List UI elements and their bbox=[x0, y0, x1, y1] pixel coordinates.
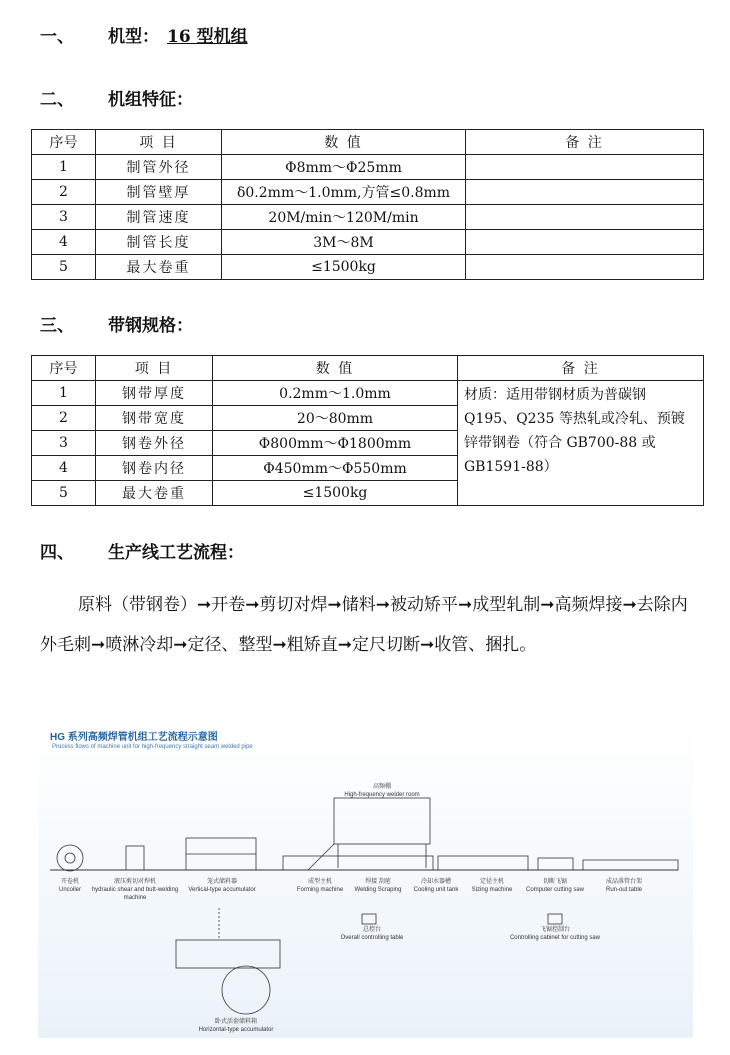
row-value: 0.2mm～1.0mm bbox=[213, 381, 458, 406]
row-item: 制管速度 bbox=[96, 205, 222, 230]
row-value: 20M/min～120M/min bbox=[222, 205, 466, 230]
table-row bbox=[32, 155, 704, 180]
saw-control-box bbox=[548, 914, 562, 924]
unit-features-table bbox=[31, 129, 704, 280]
row-item: 制管外径 bbox=[96, 155, 222, 180]
runout-table-body bbox=[583, 860, 678, 870]
section-1-heading bbox=[40, 22, 248, 47]
row-item: 最大卷重 bbox=[96, 255, 222, 280]
row-value: ≤1500kg bbox=[213, 481, 458, 506]
row-remark bbox=[466, 155, 704, 180]
header-no: 序号 bbox=[32, 130, 96, 155]
row-no: 1 bbox=[32, 381, 96, 406]
section-label: 机组特征： bbox=[108, 90, 193, 110]
row-item: 钢卷外径 bbox=[96, 431, 213, 456]
header-remark: 备 注 bbox=[466, 130, 704, 155]
welder-room-frame bbox=[334, 798, 430, 844]
cutting-saw-body bbox=[538, 858, 573, 870]
row-value: 20～80mm bbox=[213, 406, 458, 431]
row-no: 2 bbox=[32, 180, 96, 205]
shear-welder-body bbox=[126, 846, 144, 870]
sizing-stands bbox=[438, 856, 528, 870]
welder-room-stair bbox=[308, 844, 334, 870]
uncoiler-reel bbox=[57, 845, 83, 871]
row-item: 最大卷重 bbox=[96, 481, 213, 506]
row-value: 3M～8M bbox=[222, 230, 466, 255]
row-no: 4 bbox=[32, 230, 96, 255]
header-item: 项 目 bbox=[96, 130, 222, 155]
diagram-title: HG 系列高频焊管机组工艺流程示意图 bbox=[50, 732, 218, 743]
section-label: 带钢规格： bbox=[108, 316, 193, 336]
row-remark bbox=[466, 255, 704, 280]
forming-stands bbox=[283, 856, 433, 870]
machine-model-value: 16 型机组 bbox=[167, 27, 248, 47]
station-label: 切断飞锯 Computer cutting saw bbox=[525, 879, 585, 893]
section-number: 二、 bbox=[40, 90, 74, 110]
process-flow-paragraph bbox=[40, 585, 700, 665]
row-item: 钢卷内径 bbox=[96, 456, 213, 481]
row-no: 5 bbox=[32, 255, 96, 280]
horizontal-accumulator-label: 卧式活套储料箱 Horizontal-type accumulator bbox=[198, 1019, 274, 1033]
row-no: 3 bbox=[32, 431, 96, 456]
section-2-heading bbox=[40, 85, 193, 110]
header-item: 项 目 bbox=[96, 356, 213, 381]
section-label: 生产线工艺流程： bbox=[108, 543, 244, 563]
section-4-heading bbox=[40, 538, 244, 563]
station-label: 冷却水器槽 Cooling unit tank bbox=[413, 879, 459, 893]
table-row bbox=[32, 255, 704, 280]
row-item: 制管壁厚 bbox=[96, 180, 222, 205]
process-flow-diagram bbox=[38, 718, 693, 1038]
material-remark: 材质：适用带钢材质为普碳钢 Q195、Q235 等热轧或冷轧、预镀锌带钢卷（符合 GB700-88 或 GB1591-88） bbox=[458, 381, 704, 506]
section-number: 三、 bbox=[40, 316, 74, 336]
table-header-row bbox=[32, 130, 704, 155]
row-no: 1 bbox=[32, 155, 96, 180]
station-label: 成品落管台架 Run-out table bbox=[605, 879, 643, 893]
section-3-heading bbox=[40, 311, 193, 336]
header-no: 序号 bbox=[32, 356, 96, 381]
station-label: 开卷机 Uncoiler bbox=[58, 879, 81, 893]
station-label: 定径主机 Sizing machine bbox=[471, 879, 513, 893]
horizontal-accumulator-drum bbox=[222, 966, 270, 1014]
section-number: 四、 bbox=[40, 543, 74, 563]
row-item: 制管长度 bbox=[96, 230, 222, 255]
row-no: 2 bbox=[32, 406, 96, 431]
overall-control-label: 总控台 Overall controlling table bbox=[340, 927, 404, 941]
process-flow-text: 原料（带钢卷）➞开卷➞剪切对焊➞储料➞被动矫平➞成型轧制➞高频焊接➞去除内外毛刺➞喷淋冷却➞定径、整型➞粗矫直➞定尺切断➞收管、捆扎。 bbox=[40, 595, 688, 655]
horizontal-accumulator-frame bbox=[176, 940, 280, 968]
header-remark: 备 注 bbox=[458, 356, 704, 381]
table-row bbox=[32, 381, 704, 406]
section-label: 机型： bbox=[108, 27, 159, 47]
table-row bbox=[32, 230, 704, 255]
steel-strip-spec-table bbox=[31, 355, 704, 506]
table-row bbox=[32, 180, 704, 205]
row-value: Φ800mm～Φ1800mm bbox=[213, 431, 458, 456]
header-value: 数 值 bbox=[213, 356, 458, 381]
station-label: 成型主机 Forming machine bbox=[296, 879, 344, 893]
station-label: 焊接 刮疤 Welding Scraping bbox=[354, 879, 402, 893]
station-label: 笼式储料器 Vertical-type accumulator bbox=[188, 879, 256, 893]
row-remark bbox=[466, 230, 704, 255]
row-no: 4 bbox=[32, 456, 96, 481]
station-label: 液压剪切对焊机 hydraulic shear and butt-welding machine bbox=[91, 879, 179, 901]
welder-room-label: 高频棚 High-frequency welder room bbox=[344, 784, 420, 798]
section-number: 一、 bbox=[40, 27, 74, 47]
row-item: 钢带厚度 bbox=[96, 381, 213, 406]
row-value: δ0.2mm～1.0mm,方管≤0.8mm bbox=[222, 180, 466, 205]
row-remark bbox=[466, 205, 704, 230]
overall-control-box bbox=[362, 914, 376, 924]
row-item: 钢带宽度 bbox=[96, 406, 213, 431]
row-no: 3 bbox=[32, 205, 96, 230]
row-value: Φ8mm～Φ25mm bbox=[222, 155, 466, 180]
table-header-row bbox=[32, 356, 704, 381]
row-no: 5 bbox=[32, 481, 96, 506]
header-value: 数 值 bbox=[222, 130, 466, 155]
saw-control-label: 飞锯控制台 Controlling cabinet for cutting saw bbox=[509, 927, 601, 941]
diagram-subtitle: Process flows of machine unit for high-frequency straight seam welded pipe bbox=[52, 744, 253, 750]
table-row bbox=[32, 205, 704, 230]
row-value: Φ450mm～Φ550mm bbox=[213, 456, 458, 481]
row-value: ≤1500kg bbox=[222, 255, 466, 280]
row-remark bbox=[466, 180, 704, 205]
